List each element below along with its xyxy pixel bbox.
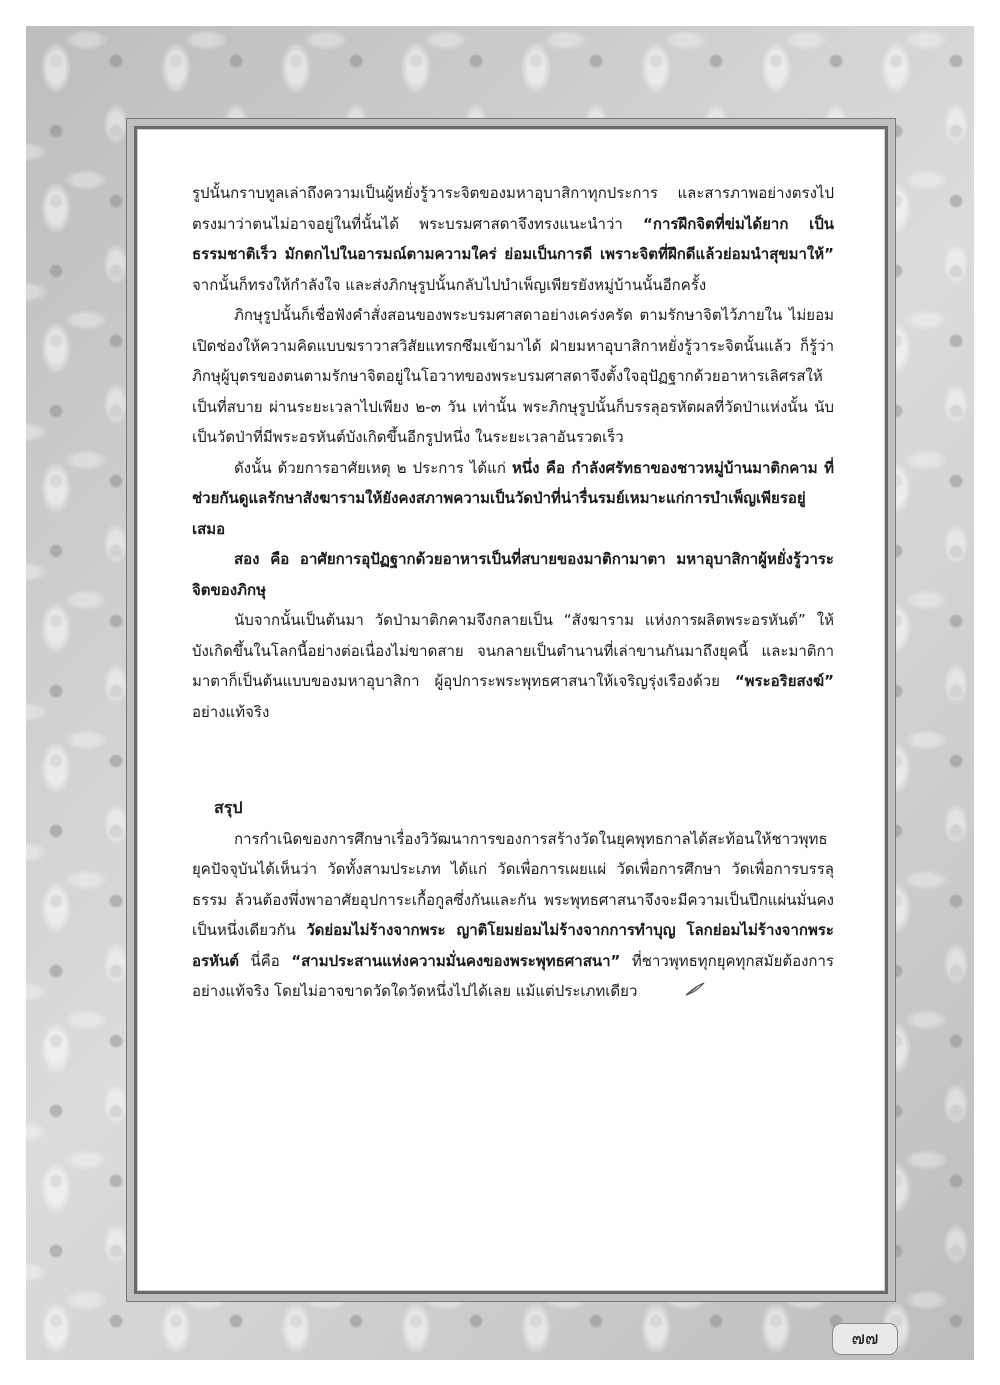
paragraph-5 [192,605,834,727]
paragraph-6 [192,824,834,1007]
paragraph-2: ภิกษุรูปนั้นก็เชื่อฟังคำสั่งสอนของพระบรมศาสดาอย่างเคร่งครัด ตามรักษาจิตไว้ภายใน ไม่ยอมเปิดช่องให้ความคิดแบบฆราวาสวิสัยแทรกซึมเข้ามาได้ ฝ่ายมหาอุบาสิกาหยั่งรู้วาระจิตนั้นแล้ว ก็รู้ว่าภิกษุผู้บุตรของตนตามรักษาจิตอยู่ในโอวาทของพระบรมศาสดาจึงตั้งใจอุปัฏฐากด้วยอาหารเลิศรสให้เป็นที่สบาย ผ่านระยะเวลาไปเพียง ๒-๓ วัน เท่านั้น พระภิกษุรูปนั้นก็บรรลุอรหัตผลที่วัดป่าแห่งนั้น นับเป็นวัดป่าที่มีพระอรหันต์บังเกิดขึ้นอีกรูปหนึ่ง ในระยะเวลาอันรวดเร็ว [192,306,834,446]
paragraph-5-text-end: อย่างแท้จริง [192,702,270,721]
page-content [192,178,834,1007]
paragraph-5-text: นับจากนั้นเป็นต้นมา วัดป่ามาติกคามจึงกลายเป็น “สังฆาราม แห่งการผลิตพระอรหันต์” ให้บังเกิดขึ้นในโลกนี้อย่างต่อเนื่องไม่ขาดสาย จนกลายเป็นตำนานที่เล่าขานกันมาถึงยุคนี้ และมาติกามาตาก็เป็นต้นแบบของมหาอุบาสิกา ผู้อุปการะพระพุทธศาสนาให้เจริญรุ่งเรืองด้วย [192,611,834,690]
paragraph-6-text-end: ที่ชาวพุทธทุกยุคทุกสมัยต้องการอย่างแท้จริง โดยไม่อาจขาดวัดใดวัดหนึ่งไปได้เลย แม้แต่ประเภทเดียว [192,951,834,1000]
three-harmony-phrase: “สามประสานแห่งความมั่นคงของพระพุทธศาสนา” [291,951,621,970]
buddha-quote: “การฝึกจิตที่ข่มได้ยาก เป็นธรรมชาติเร็ว มักตกไปในอารมณ์ตามความใคร่ ย่อมเป็นการดี เพราะจิตที่ฝึกดีแล้วย่อมนำสุขมาให้” [192,214,834,263]
paragraph-3 [192,453,834,545]
paragraph-4 [192,544,834,605]
summary-heading: สรุป [214,798,243,817]
paragraph-6-text: การกำเนิดของการศึกษาเรื่องวิวัฒนาการของการสร้างวัดในยุคพุทธกาลได้สะท้อนให้ชาวพุทธยุคปัจจุบันได้เห็นว่า วัดทั้งสามประเภท ได้แก่ วัดเพื่อการเผยแผ่ วัดเพื่อการศึกษา วัดเพื่อการบรรลุธรรม ล้วนต้องพึ่งพาอาศัยอุปการะเกื้อกูลซึ่งกันและกัน พระพุทธศาสนาจึงจะมีความเป็นปึกแผ่นมั่นคงเป็นหนึ่งเดียวกัน [192,829,834,939]
reason-two: สอง คือ อาศัยการอุปัฏฐากด้วยอาหารเป็นที่สบายของมาติกามาตา มหาอุบาสิกาผู้หยั่งรู้วาระจิตของภิกษุ [192,550,834,599]
paragraph-6-text-mid: นี่คือ [238,951,292,970]
three-not-abandoned: วัดย่อมไม่ร้างจากพระ ญาติโยมย่อมไม่ร้างจากการทำบุญ โลกย่อมไม่ร้างจากพระอรหันต์ [192,921,834,970]
paragraph-1-text: รูปนั้นกราบทูลเล่าถึงความเป็นผู้หยั่งรู้วาระจิตของมหาอุบาสิกาทุกประการ และสารภาพอย่างตรงไปตรงมาว่าตนไม่อาจอยู่ในที่นั้นได้ พระบรมศาสดาจึงทรงแนะนำว่า [192,184,834,233]
quill-ornament-icon [643,976,705,1007]
paragraph-1-text-end: จากนั้นก็ทรงให้กำลังใจ และส่งภิกษุรูปนั้นกลับไปบำเพ็ญเพียรยังหมู่บ้านนั้นอีกครั้ง [192,275,707,294]
noble-sangha-term: “พระอริยสงฆ์” [734,672,834,690]
paragraph-3-text: ดังนั้น ด้วยการอาศัยเหตุ ๒ ประการ ได้แก่ [234,458,512,477]
reason-one: หนึ่ง คือ กำลังศรัทธาของชาวหมู่บ้านมาติกคาม ที่ช่วยกันดูแลรักษาสังฆารามให้ยังคงสภาพความเป็นวัดป่าที่น่ารื่นรมย์เหมาะแก่การบำเพ็ญเพียรอยู่เสมอ [192,458,834,538]
paragraph-1 [192,178,834,300]
page-number: ๗๗ [832,1323,898,1355]
